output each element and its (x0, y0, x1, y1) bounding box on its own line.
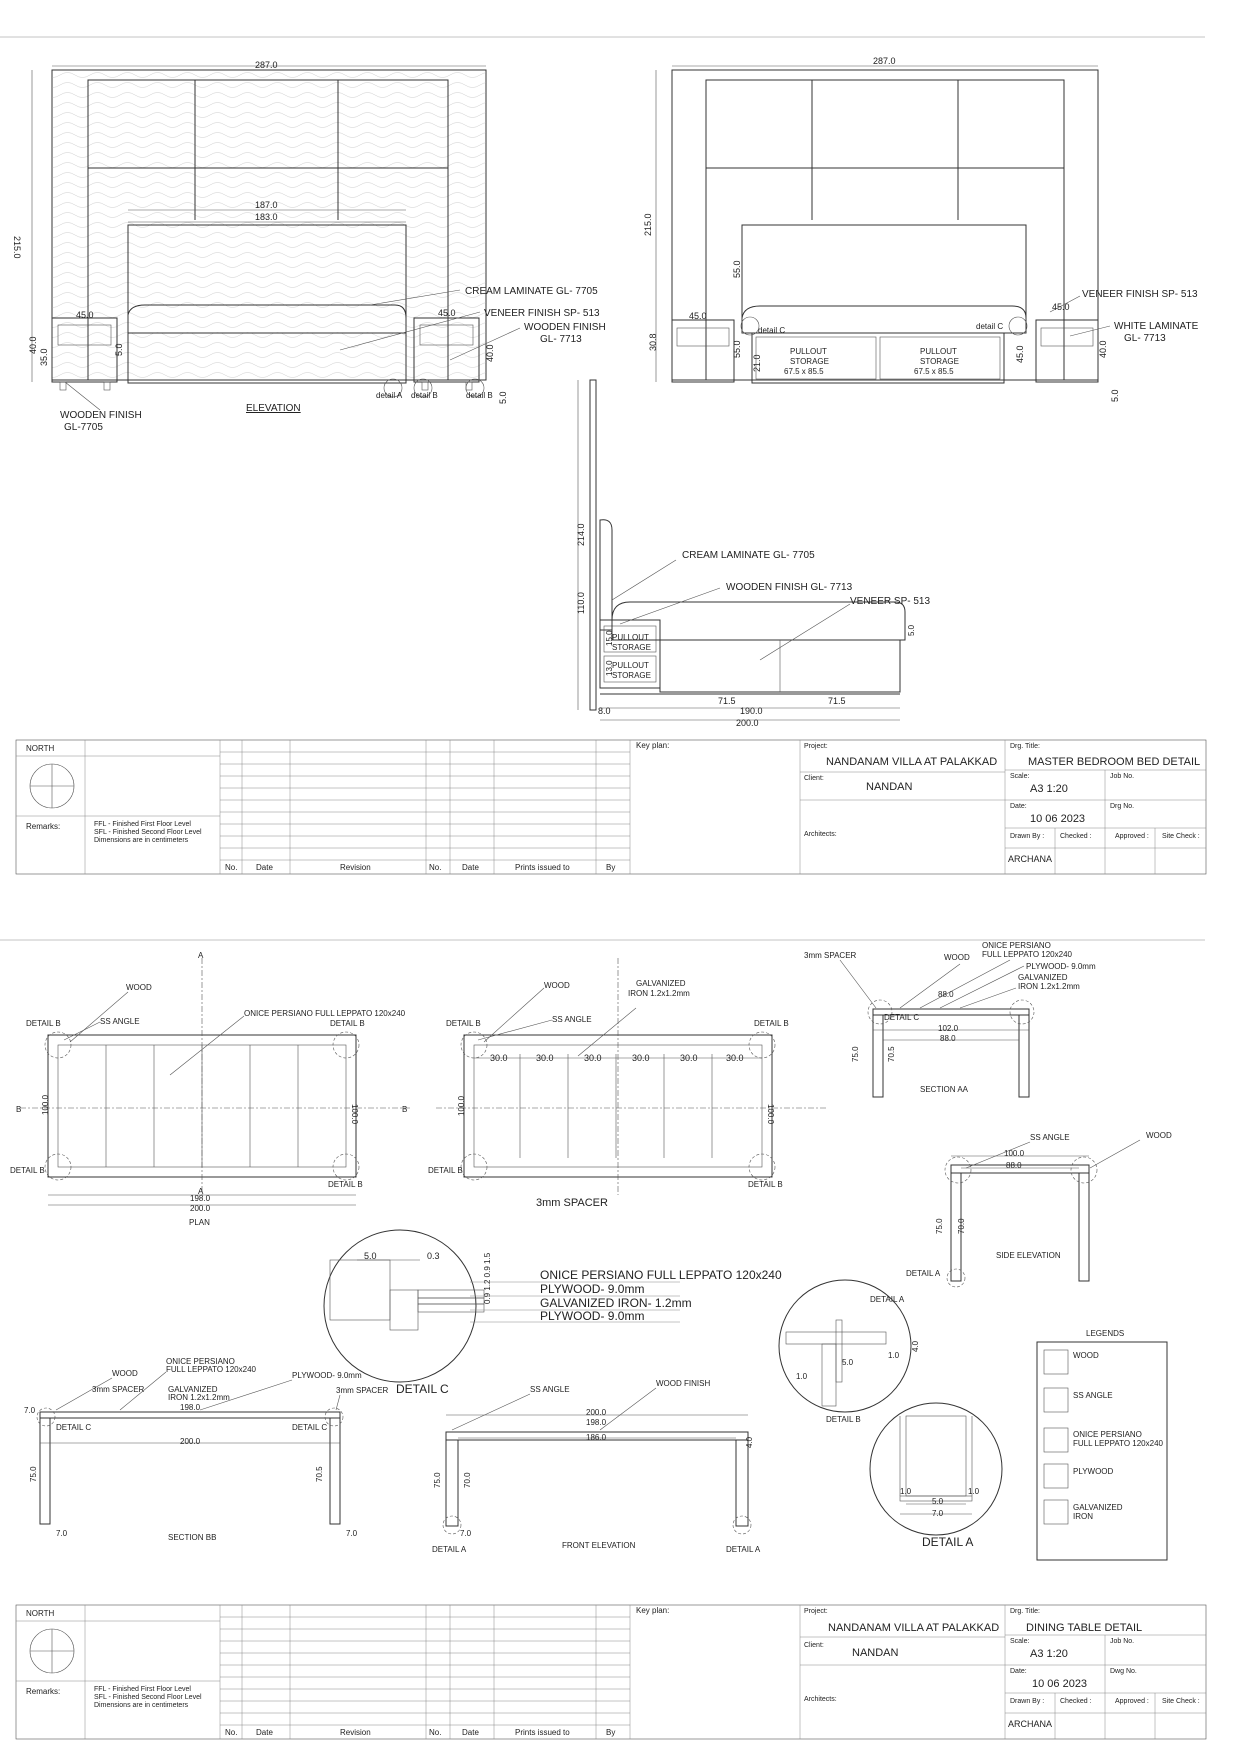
scale-label-1: Scale: (1010, 773, 1030, 780)
bb-dim-70-5: 70.5 (315, 1466, 324, 1482)
remark-2a: FFL - Finished First Floor Level (94, 1686, 191, 1693)
col-revision-2: Revision (340, 1728, 371, 1737)
architects-label-1: Architects: (804, 831, 837, 838)
aa-dim-102: 102.0 (938, 1024, 959, 1033)
sec-storage-a: STORAGE (612, 643, 651, 652)
c-label: DETAIL C (396, 1382, 449, 1396)
bb-dim-75: 75.0 (29, 1466, 38, 1482)
project-label-1: Project: (804, 743, 828, 750)
remarks-label-1: Remarks: (26, 822, 61, 831)
bb-dim-198: 198.0 (180, 1403, 201, 1412)
spacing-6: 30.0 (726, 1053, 744, 1063)
side-ss-angle: SS ANGLE (1030, 1133, 1070, 1142)
side-elevation (906, 1131, 1172, 1287)
col-date2-1: Date (462, 863, 479, 872)
side-wood: WOOD (1146, 1131, 1172, 1140)
client-label-2: Client: (804, 1642, 824, 1649)
aa-detail-c: DETAIL C (884, 1013, 920, 1022)
pullout-right: PULLOUT (920, 347, 957, 356)
b-dim-4: 4.0 (911, 1340, 920, 1352)
sec-a-bot: A (198, 1187, 204, 1196)
table-plan (10, 951, 410, 1227)
bb-dim-7-top: 7.0 (24, 1406, 36, 1415)
label-elevation: ELEVATION (246, 403, 301, 414)
col-no2-2: No. (429, 1728, 442, 1737)
job-label-1: Job No. (1110, 773, 1135, 780)
c-line-3: GALVANIZED IRON- 1.2mm (540, 1296, 692, 1310)
aa-dim-88: 88.0 (940, 1034, 956, 1043)
frame-detail-b-bl: DETAIL B (428, 1166, 463, 1175)
dim-187: 187.0 (255, 200, 278, 210)
sec-dim-71-5a: 71.5 (718, 696, 736, 706)
front-elevation (432, 1379, 761, 1554)
plan-ss-angle: SS ANGLE (100, 1017, 140, 1026)
bb-dim-200: 200.0 (180, 1437, 201, 1446)
b-label: DETAIL B (826, 1415, 861, 1424)
pullout-left: PULLOUT (790, 347, 827, 356)
bb-spacer: 3mm SPACER (92, 1385, 145, 1394)
label-white-laminate: WHITE LAMINATE (1114, 321, 1199, 332)
aa-dim-88-top: 88.0 (938, 990, 954, 999)
legend-onice: ONICE PERSIANO (1073, 1430, 1142, 1439)
side-dim-70: 70.0 (957, 1218, 966, 1234)
c-line-4: PLYWOOD- 9.0mm (540, 1309, 645, 1323)
plan-wood: WOOD (126, 983, 152, 992)
frame-dim-100-l: 100.0 (457, 1095, 466, 1116)
detail-a (870, 1403, 1002, 1549)
detail-c-right: detail C (976, 322, 1004, 331)
date-1: 10 06 2023 (1030, 813, 1086, 825)
sec-b-left: B (16, 1105, 22, 1114)
dim-287: 287.0 (255, 60, 278, 70)
aa-spacer: 3mm SPACER (804, 951, 857, 960)
bb-detail-c-r: DETAIL C (292, 1423, 328, 1432)
aa-plywood: PLYWOOD- 9.0mm (1026, 962, 1096, 971)
sec-dim-110: 110.0 (576, 592, 586, 614)
bb-onice1: ONICE PERSIANO (166, 1357, 235, 1366)
label-veneer-right: VENEER FINISH SP- 513 (1082, 289, 1198, 300)
sec-dim-190: 190.0 (740, 706, 763, 716)
plan-detail-b-tl: DETAIL B (26, 1019, 61, 1028)
label-white-code: GL- 7713 (1124, 333, 1166, 344)
title-block-1 (16, 740, 1206, 874)
aa-label: SECTION AA (920, 1085, 969, 1094)
detail-b (779, 1280, 920, 1424)
sec-b-right: B (402, 1105, 408, 1114)
dim-40-left: 40.0 (28, 336, 38, 354)
storage-left: STORAGE (790, 357, 829, 366)
dim-287-right: 287.0 (873, 56, 896, 66)
a-label: DETAIL A (922, 1535, 974, 1549)
c-line-2: PLYWOOD- 9.0mm (540, 1282, 645, 1296)
frame-detail-b-tl: DETAIL B (446, 1019, 481, 1028)
dim-35-left: 35.0 (39, 348, 49, 366)
date-label-2: Date: (1010, 1668, 1027, 1675)
dim-5-left: 5.0 (114, 343, 124, 356)
bb-dim-7-r: 7.0 (346, 1529, 358, 1538)
c-dim-03: 0.3 (427, 1251, 440, 1261)
plan-dim-198: 198.0 (190, 1194, 211, 1203)
fe-dim-75: 75.0 (433, 1472, 442, 1488)
col-revision-1: Revision (340, 863, 371, 872)
dim-183: 183.0 (255, 212, 278, 222)
frame-galv: GALVANIZED (636, 979, 686, 988)
legend-wood: WOOD (1073, 1351, 1099, 1360)
sheet1 (0, 37, 1206, 874)
col-by-1: By (606, 863, 616, 872)
detail-c (324, 1230, 782, 1396)
a-dim-5: 5.0 (932, 1497, 944, 1506)
fe-ss-angle: SS ANGLE (530, 1385, 570, 1394)
col-prints-2: Prints issued to (515, 1728, 570, 1737)
col-date-1: Date (256, 863, 273, 872)
bb-plywood: PLYWOOD- 9.0mm (292, 1371, 362, 1380)
legend-ss-angle: SS ANGLE (1073, 1391, 1113, 1400)
col-date2-2: Date (462, 1728, 479, 1737)
label-veneer: VENEER FINISH SP- 513 (484, 308, 600, 319)
fe-dim-198: 198.0 (586, 1418, 607, 1427)
project-label-2: Project: (804, 1608, 828, 1615)
bed-storage-elevation (643, 56, 1199, 402)
remark-1a: FFL - Finished First Floor Level (94, 821, 191, 828)
plan-dim-100-l: 100.0 (41, 1094, 50, 1115)
sec-label-veneer: VENEER SP- 513 (850, 596, 931, 607)
col-by-2: By (606, 1728, 616, 1737)
fe-dim-200: 200.0 (586, 1408, 607, 1417)
remark-1c: Dimensions are in centimeters (94, 837, 189, 844)
detail-a-tag: detail A (376, 391, 403, 400)
legend-onice-2: FULL LEPPATO 120x240 (1073, 1439, 1163, 1448)
job-label-2: Job No. (1110, 1638, 1135, 1645)
remark-1b: SFL - Finished Second Floor Level (94, 829, 202, 836)
bb-detail-c-l: DETAIL C (56, 1423, 92, 1432)
legend-plywood: PLYWOOD (1073, 1467, 1114, 1476)
col-no-2: No. (225, 1728, 238, 1737)
legends-box (1037, 1329, 1167, 1560)
date-2: 10 06 2023 (1032, 1678, 1088, 1690)
fe-dim-186: 186.0 (586, 1433, 607, 1442)
approved-label-1: Approved : (1115, 833, 1149, 840)
side-dim-88: 88.0 (1006, 1161, 1022, 1170)
pullout-size-left: 67.5 x 85.5 (784, 367, 824, 376)
c-dim-5: 5.0 (364, 1251, 377, 1261)
dim-55-right: 55.0 (732, 260, 742, 278)
bb-wood: WOOD (112, 1369, 138, 1378)
fe-label: FRONT ELEVATION (562, 1541, 636, 1550)
scale-label-2: Scale: (1010, 1638, 1030, 1645)
legends-title: LEGENDS (1086, 1329, 1125, 1338)
remark-2c: Dimensions are in centimeters (94, 1702, 189, 1709)
spacing-3: 30.0 (584, 1053, 602, 1063)
fe-dim-70: 70.0 (463, 1472, 472, 1488)
client-label-1: Client: (804, 775, 824, 782)
b-dim-1b: 1.0 (796, 1372, 808, 1381)
section-bb (24, 1357, 389, 1542)
plan-dim-200: 200.0 (190, 1204, 211, 1213)
dim-5-right: 5.0 (1110, 389, 1120, 402)
aa-galv1: GALVANIZED (1018, 973, 1068, 982)
spacing-1: 30.0 (490, 1053, 508, 1063)
bb-label: SECTION BB (168, 1533, 217, 1542)
frame-detail-b-br: DETAIL B (748, 1180, 783, 1189)
dim-40-right: 40.0 (1098, 340, 1108, 358)
north-label-2: NORTH (26, 1609, 55, 1618)
dim-45-right-c: 45.0 (1015, 345, 1025, 363)
b-detail-a: DETAIL A (870, 1295, 905, 1304)
drawn-2: ARCHANA (1008, 1719, 1053, 1729)
frame-ss-angle: SS ANGLE (552, 1015, 592, 1024)
drawn-label-2: Drawn By : (1010, 1698, 1045, 1705)
spacing-4: 30.0 (632, 1053, 650, 1063)
checked-label-1: Checked : (1060, 833, 1092, 840)
spacing-5: 30.0 (680, 1053, 698, 1063)
sec-dim-71-5b: 71.5 (828, 696, 846, 706)
dim-5-bottom: 5.0 (498, 391, 508, 404)
client-2: NANDAN (852, 1647, 899, 1659)
sec-label-wooden: WOODEN FINISH GL- 7713 (726, 582, 853, 593)
sec-dim-200: 200.0 (736, 718, 759, 728)
fe-dim-7: 7.0 (460, 1529, 472, 1538)
side-dim-100: 100.0 (1004, 1149, 1025, 1158)
scale-1: A3 1:20 (1030, 783, 1068, 795)
dim-55-right-b: 55.0 (732, 340, 742, 358)
dwg-title-label-2: Drg. Title: (1010, 1608, 1040, 1615)
section-aa (804, 941, 1096, 1097)
north-label-1: NORTH (26, 744, 55, 753)
bb-spacer-r: 3mm SPACER (336, 1386, 389, 1395)
spacing-2: 30.0 (536, 1053, 554, 1063)
b-dim-5: 5.0 (842, 1358, 854, 1367)
sec-label-cream: CREAM LAMINATE GL- 7705 (682, 550, 815, 561)
sec-a-top: A (198, 951, 204, 960)
sec-dim-5: 5.0 (907, 624, 916, 636)
a-dim-1b: 1.0 (968, 1487, 980, 1496)
dim-215-right: 215.0 (643, 213, 653, 236)
title-block-2 (16, 1605, 1206, 1739)
sec-storage-b: STORAGE (612, 671, 651, 680)
dim-45-right-a: 45.0 (689, 311, 707, 321)
detail-b-tag: detail B (411, 391, 438, 400)
bb-onice2: FULL LEPPATO 120x240 (166, 1365, 256, 1374)
drawn-1: ARCHANA (1008, 854, 1053, 864)
sheet2 (0, 940, 1206, 1739)
remarks-label-2: Remarks: (26, 1687, 61, 1696)
label-wooden-left: WOODEN FINISH (60, 410, 142, 421)
sec-dim-8: 8.0 (598, 706, 611, 716)
bb-galv2: IRON 1.2x1.2mm (168, 1393, 230, 1402)
col-no-1: No. (225, 863, 238, 872)
site-label-2: Site Check : (1162, 1698, 1200, 1705)
side-label: SIDE ELEVATION (996, 1251, 1061, 1260)
detail-b-tag-2: detail B (466, 391, 493, 400)
frame-dim-100-r: 100.0 (766, 1104, 775, 1125)
col-prints-1: Prints issued to (515, 863, 570, 872)
aa-onice1: ONICE PERSIANO (982, 941, 1051, 950)
aa-galv2: IRON 1.2x1.2mm (1018, 982, 1080, 991)
aa-onice2: FULL LEPPATO 120x240 (982, 950, 1072, 959)
fe-detail-a-l: DETAIL A (432, 1545, 467, 1554)
c-dims-vert: 0.9 1.2 0.9 1.5 (483, 1252, 492, 1304)
plan-dim-100-r: 100.0 (350, 1104, 359, 1125)
key-plan-2: Key plan: (636, 1606, 670, 1615)
dim-40-mid: 40.0 (485, 344, 495, 362)
detail-c-left: detail C (758, 326, 786, 335)
frame-detail-b-tr: DETAIL B (754, 1019, 789, 1028)
architects-label-2: Architects: (804, 1696, 837, 1703)
legend-galv: GALVANIZED (1073, 1503, 1123, 1512)
bed-side-section (576, 380, 930, 728)
bed-front-elevation (12, 60, 606, 433)
fe-detail-a-r: DETAIL A (726, 1545, 761, 1554)
client-1: NANDAN (866, 781, 913, 793)
dim-30-8: 30.8 (648, 333, 658, 351)
side-dim-75: 75.0 (935, 1218, 944, 1234)
aa-dim-70-5: 70.5 (887, 1046, 896, 1062)
plan-detail-b-br: DETAIL B (328, 1180, 363, 1189)
sec-pullout-b: PULLOUT (612, 661, 649, 670)
a-dim-1a: 1.0 (900, 1487, 912, 1496)
label-wooden-finish-code: GL- 7713 (540, 334, 582, 345)
label-cream-laminate: CREAM LAMINATE GL- 7705 (465, 286, 598, 297)
fe-dim-4: 4.0 (745, 1436, 754, 1448)
checked-label-2: Checked : (1060, 1698, 1092, 1705)
col-no2-1: No. (429, 863, 442, 872)
bb-galv1: GALVANIZED (168, 1385, 218, 1394)
date-label-1: Date: (1010, 803, 1027, 810)
table-frame-plan (428, 958, 826, 1209)
frame-galv2: IRON 1.2x1.2mm (628, 989, 690, 998)
drg-label-1: Drg No. (1110, 803, 1135, 810)
storage-right: STORAGE (920, 357, 959, 366)
label-wooden-finish: WOODEN FINISH (524, 322, 606, 333)
dim-215: 215.0 (12, 236, 22, 259)
label-wooden-left-code: GL-7705 (64, 422, 103, 433)
site-label-1: Site Check : (1162, 833, 1200, 840)
project-1: NANDANAM VILLA AT PALAKKAD (826, 756, 998, 768)
side-detail-a: DETAIL A (906, 1269, 941, 1278)
dim-45-right-b: 45.0 (1052, 302, 1070, 312)
c-line-1: ONICE PERSIANO FULL LEPPATO 120x240 (540, 1268, 782, 1282)
col-date-2: Date (256, 1728, 273, 1737)
project-2: NANDANAM VILLA AT PALAKKAD (828, 1622, 1000, 1634)
legend-galv-2: IRON (1073, 1512, 1093, 1521)
dwg-title-2: DINING TABLE DETAIL (1026, 1622, 1143, 1634)
b-dim-1a: 1.0 (888, 1351, 900, 1360)
drg-label-2: Dwg No. (1110, 1668, 1137, 1675)
fe-wood-finish: WOOD FINISH (656, 1379, 711, 1388)
sec-dim-214: 214.0 (576, 523, 586, 546)
approved-label-2: Approved : (1115, 1698, 1149, 1705)
plan-detail-b-bl: DETAIL B (10, 1166, 45, 1175)
plan-onice: ONICE PERSIANO FULL LEPPATO 120x240 (244, 1009, 406, 1018)
aa-wood: WOOD (944, 953, 970, 962)
sec-pullout-a: PULLOUT (612, 633, 649, 642)
dwg-title-1: MASTER BEDROOM BED DETAIL (1028, 756, 1201, 768)
bb-dim-7-l: 7.0 (56, 1529, 68, 1538)
scale-2: A3 1:20 (1030, 1648, 1068, 1660)
frame-spacer: 3mm SPACER (536, 1197, 608, 1209)
sec-dim-15: 15.0 (605, 630, 614, 646)
remark-2b: SFL - Finished Second Floor Level (94, 1694, 202, 1701)
pullout-size-right: 67.5 x 85.5 (914, 367, 954, 376)
plan-detail-b-tr: DETAIL B (330, 1019, 365, 1028)
plan-label: PLAN (189, 1218, 210, 1227)
sec-dim-13: 13.0 (605, 660, 614, 676)
dim-21: 21.0 (752, 354, 762, 372)
dim-45-mid: 45.0 (438, 308, 456, 318)
dwg-title-label-1: Drg. Title: (1010, 743, 1040, 750)
frame-wood: WOOD (544, 981, 570, 990)
a-dim-7: 7.0 (932, 1509, 944, 1518)
aa-dim-75: 75.0 (851, 1046, 860, 1062)
key-plan-1: Key plan: (636, 741, 670, 750)
dim-45-left: 45.0 (76, 310, 94, 320)
drawn-label-1: Drawn By : (1010, 833, 1045, 840)
